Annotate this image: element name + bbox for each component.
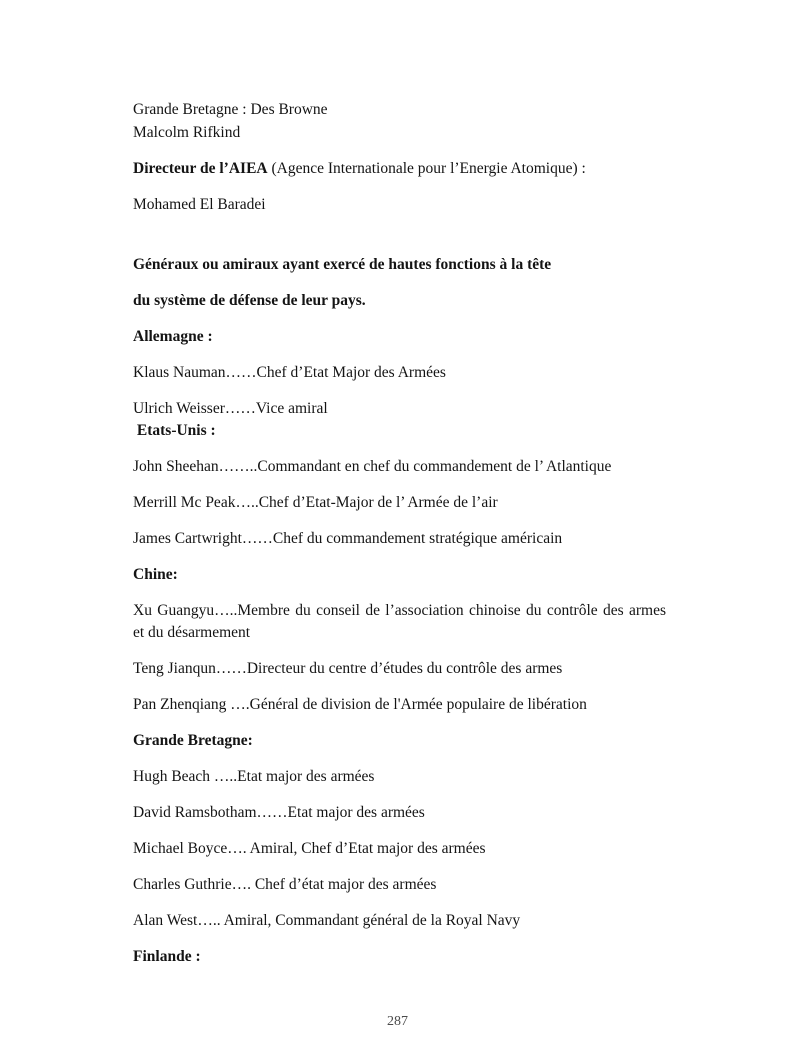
text-run: Michael Boyce…. Amiral, Chef d’Etat major des armées — [133, 840, 486, 857]
paragraph — [133, 874, 666, 896]
paragraph — [133, 802, 666, 824]
page-number: 287 — [387, 1014, 408, 1029]
paragraph — [133, 600, 666, 644]
text-run: (Agence Internationale pour l’Energie Atomique) : — [267, 160, 586, 177]
paragraph — [133, 694, 666, 716]
paragraph — [133, 838, 666, 860]
text-run: Xu Guangyu…..Membre du conseil de l’association chinoise du contrôle des armes et du désarmement — [133, 602, 666, 641]
text-run: Hugh Beach …..Etat major des armées — [133, 768, 375, 785]
document-body — [133, 99, 666, 982]
paragraph — [133, 492, 666, 514]
paragraph — [133, 910, 666, 932]
paragraph — [133, 658, 666, 680]
text-run: Alan West….. Amiral, Commandant général de la Royal Navy — [133, 912, 521, 929]
paragraph — [133, 362, 666, 384]
paragraph — [133, 766, 666, 788]
paragraph — [133, 420, 666, 442]
text-run: James Cartwright……Chef du commandement stratégique américain — [133, 530, 563, 547]
text-run: Pan Zhenqiang ….Général de division de l'Armée populaire de libération — [133, 696, 587, 713]
text-run: Grande Bretagne : Des Browne — [133, 101, 328, 118]
paragraph — [133, 158, 666, 180]
bold-text-run: Finlande : — [133, 948, 201, 965]
paragraph — [133, 730, 666, 752]
bold-text-run: Généraux ou amiraux ayant exercé de hautes fonctions à la tête — [133, 256, 552, 273]
paragraph — [133, 564, 666, 586]
text-run: Teng Jianqun……Directeur du centre d’études du contrôle des armes — [133, 660, 563, 677]
text-run: Merrill Mc Peak…..Chef d’Etat-Major de l’ Armée de l’air — [133, 494, 498, 511]
paragraph — [133, 946, 666, 968]
paragraph — [133, 528, 666, 550]
text-run: John Sheehan……..Commandant en chef du commandement de l’ Atlantique — [133, 458, 612, 475]
paragraph — [133, 254, 666, 276]
text-run: David Ramsbotham……Etat major des armées — [133, 804, 425, 821]
paragraph — [133, 290, 666, 312]
bold-text-run: Grande Bretagne: — [133, 732, 253, 749]
paragraph — [133, 326, 666, 348]
paragraph — [133, 122, 666, 144]
bold-text-run: Chine: — [133, 566, 178, 583]
paragraph — [133, 99, 666, 121]
page-footer — [0, 1012, 795, 1032]
text-run: Ulrich Weisser……Vice amiral — [133, 400, 328, 417]
text-run: Mohamed El Baradei — [133, 196, 266, 213]
paragraph — [133, 194, 666, 216]
text-run: Charles Guthrie…. Chef d’état major des armées — [133, 876, 437, 893]
bold-text-run: Directeur de l’AIEA — [133, 160, 268, 177]
paragraph — [133, 456, 666, 478]
paragraph — [133, 398, 666, 420]
text-run: Malcolm Rifkind — [133, 124, 241, 141]
text-run: Klaus Nauman……Chef d’Etat Major des Armées — [133, 364, 446, 381]
bold-text-run: du système de défense de leur pays. — [133, 292, 366, 309]
bold-text-run: Etats-Unis : — [133, 422, 216, 439]
bold-text-run: Allemagne : — [133, 328, 213, 345]
